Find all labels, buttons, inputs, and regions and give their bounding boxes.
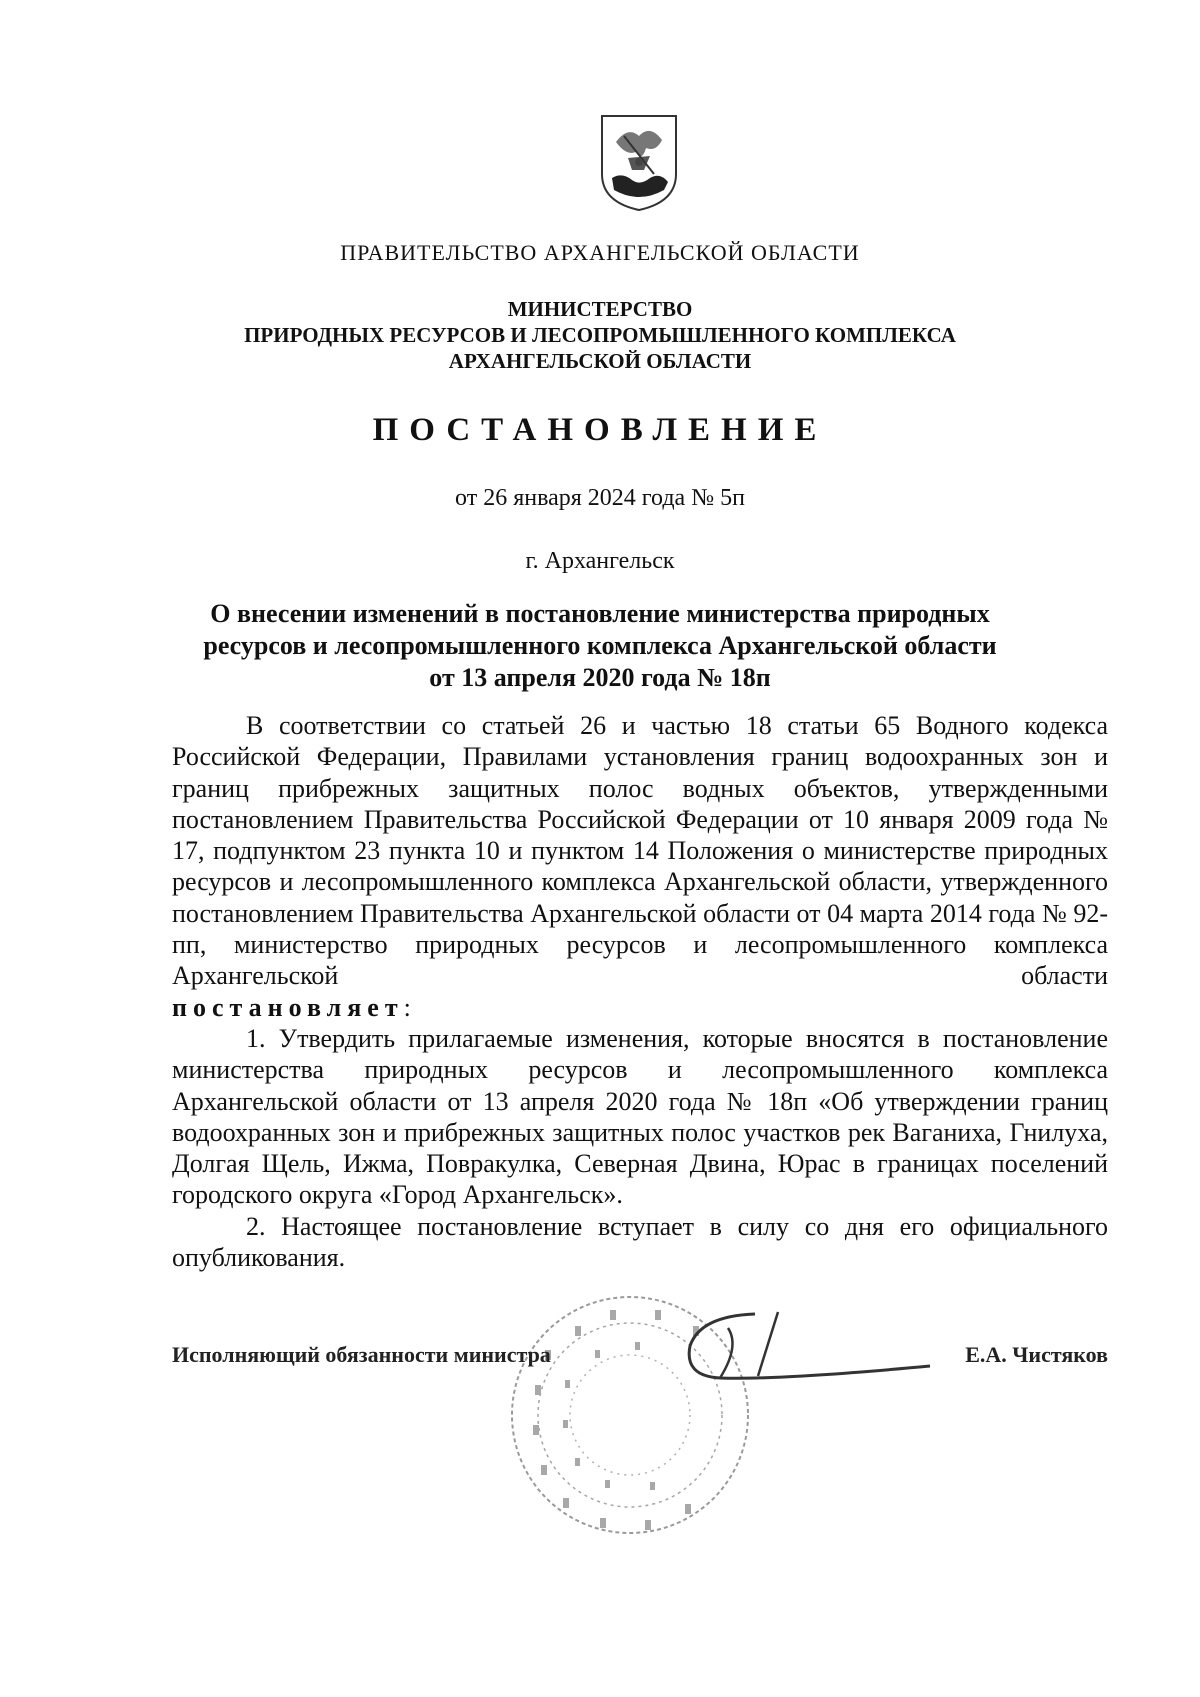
document-body xyxy=(172,710,1108,1273)
document-type-title: ПОСТАНОВЛЕНИЕ xyxy=(372,412,828,448)
item-1-paragraph: 1. Утвердить прилагаемые изменения, которые вносятся в постановление министерства природных ресурсов и лесопромышленного комплекса Архангельской области от 13 апреля 2020 года № 18п «Об утверждении границ водоохранных зон и прибрежных защитных полос участков рек Ваганиха, Гнилуха, Долгая Щель, Ижма, Повракулка, Северная Двина, Юрас в границах поселений городского округа «Город Архангельск». xyxy=(172,1023,1108,1210)
decree-colon: : xyxy=(403,992,411,1022)
signatory-name: Е.А. Чистяков xyxy=(965,1342,1108,1367)
signatory-role: Исполняющий обязанности министра xyxy=(172,1342,551,1367)
handwritten-signature xyxy=(660,1306,940,1396)
decree-line xyxy=(172,992,1108,1023)
preamble-paragraph: В соответствии со статьей 26 и частью 18 статьи 65 Водного кодекса Российской Федерации, Правилами установления границ водоохранных зон и границ прибрежных защитных полос водных объектов, утвержденными постановлением Правительства Российской Федерации от 10 января 2009 года № 17, подпунктом 23 пункта 10 и пунктом 14 Положения о министерстве природных ресурсов и лесопромышленного комплекса Архангельской области, утвержденного постановлением Правительства Архангельской области от 04 марта 2014 года № 92-пп, министерство природных ресурсов и лесопромышленного комплекса Архангельской области xyxy=(172,711,1108,991)
ministry-line-2: ПРИРОДНЫХ РЕСУРСОВ И ЛЕСОПРОМЫШЛЕННОГО КОМПЛЕКСА xyxy=(244,323,956,347)
subject-line-3: от 13 апреля 2020 года № 18п xyxy=(429,663,771,692)
subject-line-1: О внесении изменений в постановление министерства природных xyxy=(210,599,990,628)
document-date-number: от 26 января 2024 года № 5п xyxy=(455,485,745,511)
decree-word: постановляет xyxy=(172,992,404,1022)
document-subject xyxy=(0,598,1200,694)
ministry-heading xyxy=(0,296,1200,374)
ministry-line-3: АРХАНГЕЛЬСКОЙ ОБЛАСТИ xyxy=(448,349,752,373)
government-heading: ПРАВИТЕЛЬСТВО АРХАНГЕЛЬСКОЙ ОБЛАСТИ xyxy=(340,240,860,265)
item-2-paragraph: 2. Настоящее постановление вступает в силу со дня его официального опубликования. xyxy=(172,1211,1108,1273)
ministry-line-1: МИНИСТЕРСТВО xyxy=(507,297,693,321)
coat-of-arms-emblem xyxy=(598,112,680,212)
subject-line-2: ресурсов и лесопромышленного комплекса Архангельской области xyxy=(203,631,997,660)
document-city: г. Архангельск xyxy=(525,548,675,574)
